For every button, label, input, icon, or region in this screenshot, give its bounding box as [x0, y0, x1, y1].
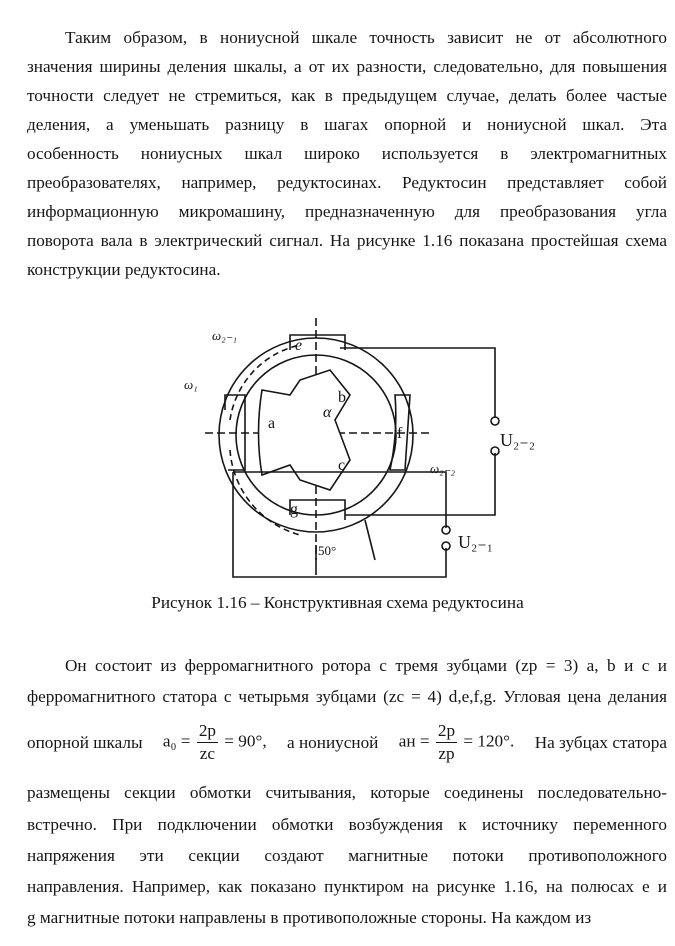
formula-line [27, 720, 667, 765]
figure-caption: Рисунок 1.16 – Конструктивная схема редуктосина [151, 593, 524, 612]
formula-lhs: aн = [398, 731, 430, 751]
label-f: f [397, 425, 403, 442]
fraction [436, 720, 457, 765]
text-line: деления, а уменьшать разницу в шагах опорной и нониусной шкал. Эта [27, 115, 667, 134]
fraction [197, 720, 218, 765]
label-b: b [338, 389, 346, 406]
denominator: zс [199, 744, 216, 763]
text-line: Таким образом, в нониусной шкале точность зависит не от абсолютного [65, 28, 667, 47]
formula-value: = 90°, [224, 731, 267, 751]
text-line: точности следует не стремиться, как в предыдущем случае, делать более частые [27, 86, 667, 105]
label-c: c [338, 457, 346, 474]
text: опорной шкалы [27, 732, 143, 752]
wire-u21 [233, 472, 446, 577]
label-e: e [295, 337, 303, 354]
text-line: направления. Например, как показано пунктиром на рисунке 1.16, на полюсах е и [27, 877, 667, 896]
text: а нониусной [287, 732, 379, 752]
text-line: g магнитные потоки направлены в противоположные стороны. На каждом из [27, 908, 592, 927]
formula-lhs: a₀ = [162, 731, 191, 751]
numerator: 2p [436, 720, 457, 743]
text-line: напряжения эти секции создают магнитные потоки противоположного [27, 846, 667, 865]
formula-an [399, 720, 515, 765]
label-alpha: α [323, 404, 332, 421]
numerator: 2p [197, 720, 218, 743]
text-line: преобразователях, например, редуктосинах. Редуктосин представляет собой [27, 173, 667, 192]
label-w1: ω₁ [184, 377, 198, 392]
label-g: g [290, 501, 298, 518]
label-a: a [268, 415, 276, 432]
wire-u22 [340, 348, 495, 515]
text-line: ферромагнитного статора с четырьмя зубцами (zс = 4) d,e,f,g. Угловая цена делания [27, 687, 667, 706]
text-line: конструкции редуктосина. [27, 260, 221, 279]
text-line: особенность нониусных шкал широко используется в электромагнитных [27, 144, 667, 163]
label-angle: 50° [318, 543, 337, 558]
terminal-icons [442, 417, 499, 550]
label-w21: ω₂₋₁ [212, 328, 238, 343]
text-line: поворота вала в электрический сигнал. На рисунке 1.16 показана простейшая схема [27, 231, 667, 250]
text-line: Он состоит из ферромагнитного ротора с тремя зубцами (zр = 3) a, b и с и [65, 656, 667, 675]
label-u21: U₂₋₁ [458, 532, 494, 552]
label-u22: U₂₋₂ [500, 430, 536, 450]
text-line: информационную микромашину, предназначенную для преобразования угла [27, 202, 667, 221]
denominator: zр [438, 744, 455, 763]
formula-a0 [163, 720, 267, 765]
text-line: размещены секции обмотки считывания, которые соединены последовательно- [27, 783, 667, 802]
label-w22: ω₂₋₂ [430, 461, 456, 476]
text: На зубцах статора [534, 732, 667, 752]
formula-value: = 120°. [463, 731, 515, 751]
text-line: встречно. При подключении обмотки возбуждения к источнику переменного [27, 815, 667, 834]
stator-tooth-g [290, 500, 345, 520]
text-line: значения ширины деления шкалы, а от их разности, следовательно, для повышения [27, 57, 667, 76]
